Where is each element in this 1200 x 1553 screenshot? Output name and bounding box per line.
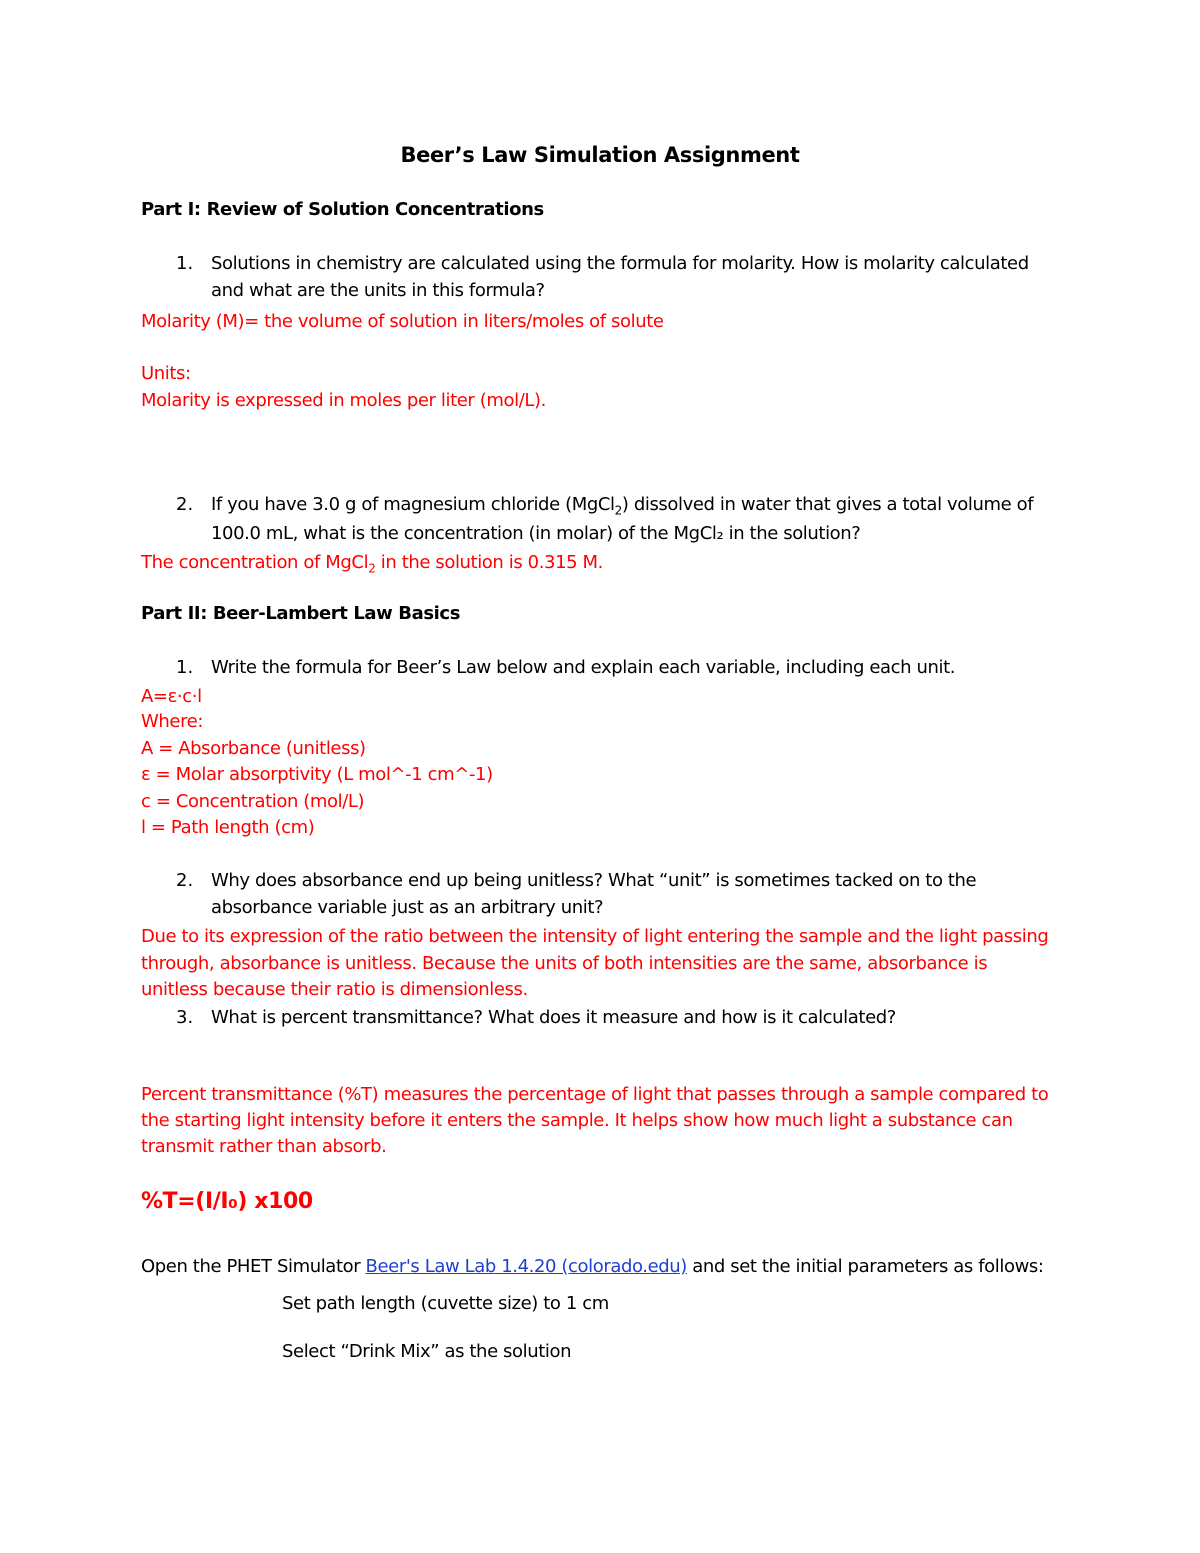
part2-q2-line2: absorbance variable just as an arbitrary unit? <box>211 897 604 918</box>
part2-a2-line1: Due to its expression of the ratio between the intensity of light entering the sample and the light passing <box>141 926 1049 947</box>
part2-a3-line1: Percent transmittance (%T) measures the percentage of light that passes through a sample compared to <box>141 1084 1049 1105</box>
part2-q1-number: 1. <box>176 657 194 678</box>
part2-q3-number: 3. <box>176 1007 194 1028</box>
part1-heading: Part I: Review of Solution Concentrations <box>141 199 544 220</box>
part1-q1-number: 1. <box>176 253 194 274</box>
param-path-length: Set path length (cuvette size) to 1 cm <box>282 1293 609 1314</box>
part2-a2-line3: unitless because their ratio is dimensionless. <box>141 979 528 1000</box>
part2-q3-text: What is percent transmittance? What does it measure and how is it calculated? <box>211 1007 896 1028</box>
part1-a2-answer: The concentration of MgCl$_2$ in the solution is 0.315 M. <box>141 552 603 576</box>
where-label: Where: <box>141 711 204 732</box>
part1-a1-molarity: Molarity (M)= the volume of solution in liters/moles of solute <box>141 311 664 332</box>
part1-a1-units-text: Molarity is expressed in moles per liter (mol/L). <box>141 390 546 411</box>
part1-q2-line1: If you have 3.0 g of magnesium chloride (MgCl$_2$) dissolved in water that gives a total volume of <box>211 494 1034 518</box>
phet-simulator-link[interactable]: Beer's Law Lab 1.4.20 (colorado.edu) <box>365 1256 687 1277</box>
variable-concentration: c = Concentration (mol/L) <box>141 791 365 812</box>
part1-q1-line1: Solutions in chemistry are calculated using the formula for molarity. How is molarity calculated <box>211 253 1029 274</box>
part2-q1-text: Write the formula for Beer’s Law below and explain each variable, including each unit. <box>211 657 956 678</box>
part1-q2-line2: 100.0 mL, what is the concentration (in molar) of the MgCl₂ in the solution? <box>211 523 861 544</box>
part1-q2-number: 2. <box>176 494 194 515</box>
part2-q2-number: 2. <box>176 870 194 891</box>
part1-a1-units-label: Units: <box>141 363 191 384</box>
page-title: Beer’s Law Simulation Assignment <box>400 143 800 167</box>
variable-molar-absorptivity: ε = Molar absorptivity (L mol^-1 cm^-1) <box>141 764 493 785</box>
beers-law-formula: A=ε·c·l <box>141 686 202 707</box>
param-solution: Select “Drink Mix” as the solution <box>282 1341 572 1362</box>
part2-a3-line3: transmit rather than absorb. <box>141 1136 387 1157</box>
part1-q1-line2: and what are the units in this formula? <box>211 280 545 301</box>
variable-absorbance: A = Absorbance (unitless) <box>141 738 366 759</box>
variable-path-length: l = Path length (cm) <box>141 817 315 838</box>
transmittance-formula: %T=(I/I₀) x100 <box>141 1189 313 1214</box>
part2-q2-line1: Why does absorbance end up being unitless? What “unit” is sometimes tacked on to the <box>211 870 977 891</box>
part2-a3-line2: the starting light intensity before it enters the sample. It helps show how much light a substance can <box>141 1110 1013 1131</box>
phet-instruction: Open the PHET Simulator Beer's Law Lab 1.4.20 (colorado.edu) and set the initial parameters as follows: <box>141 1256 1044 1277</box>
part2-a2-line2: through, absorbance is unitless. Because the units of both intensities are the same, absorbance is <box>141 953 988 974</box>
part2-heading: Part II: Beer-Lambert Law Basics <box>141 603 461 624</box>
